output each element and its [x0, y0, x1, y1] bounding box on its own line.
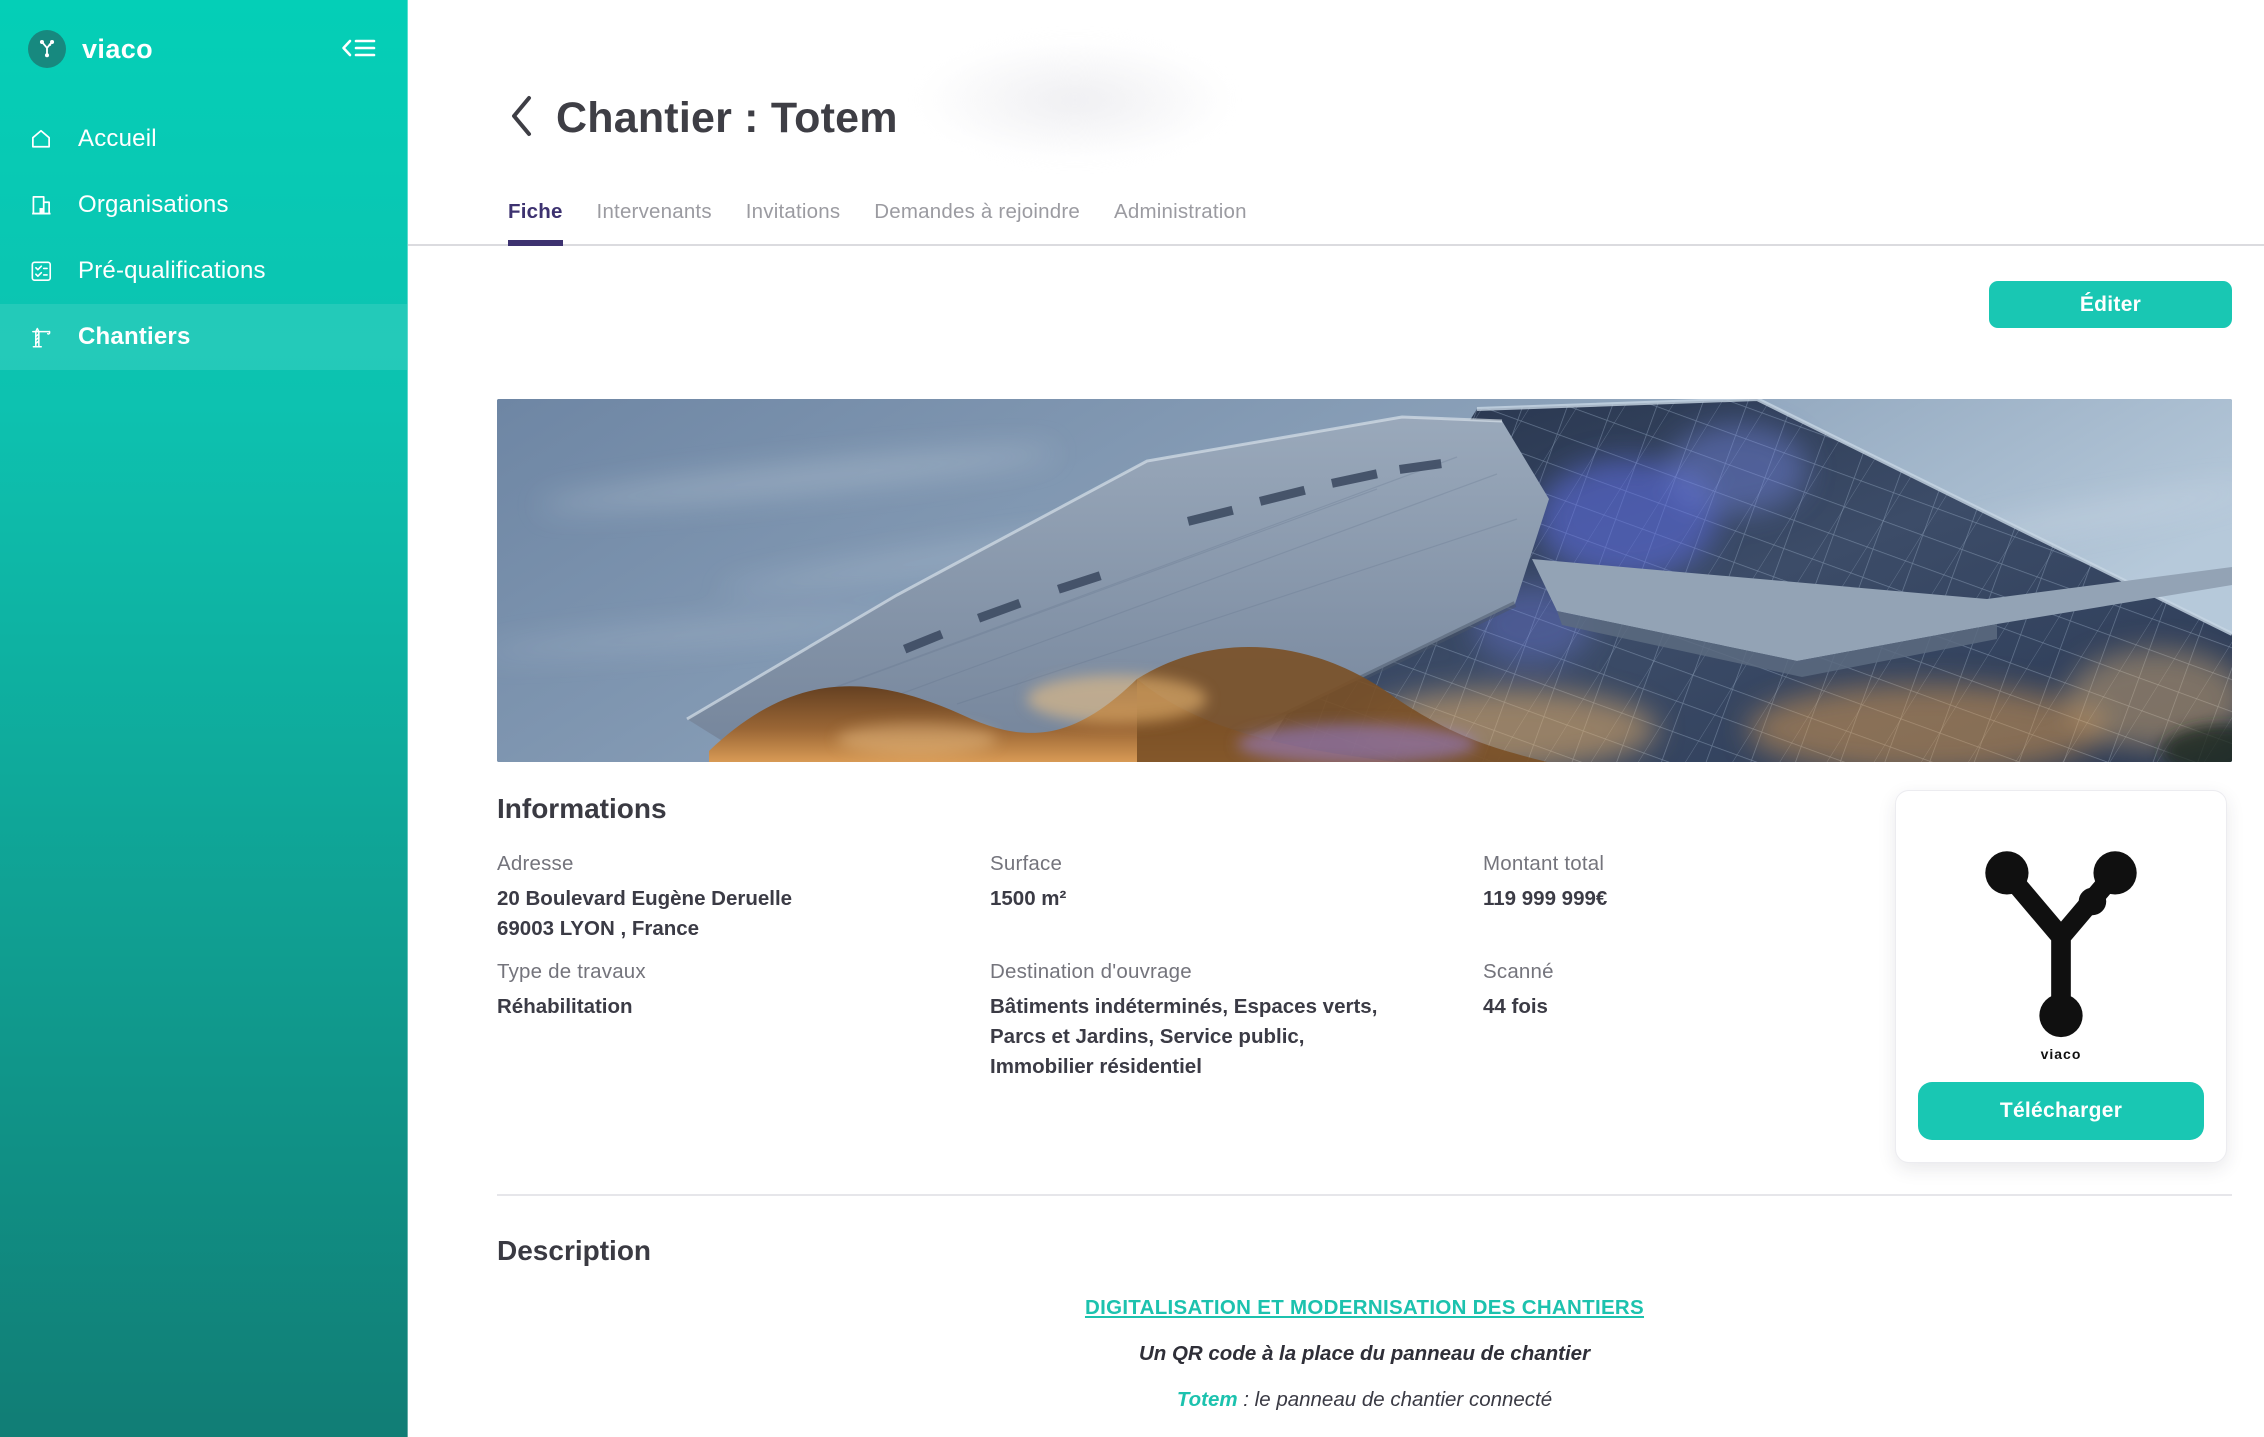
collapse-menu-icon — [341, 48, 377, 63]
description-section — [497, 1234, 2232, 1412]
field-value: Réhabilitation — [497, 995, 633, 1018]
checklist-icon — [28, 258, 54, 284]
field-value: Bâtiments indéterminés, Espaces verts, Parcs et Jardins, Service public, Immobilier résidentiel — [990, 995, 1378, 1078]
main-content — [408, 0, 2264, 1437]
page-header — [408, 0, 2264, 144]
viaco-logo[interactable] — [28, 30, 66, 68]
tab-fiche[interactable]: Fiche — [508, 200, 563, 246]
edit-button[interactable]: Éditer — [1989, 281, 2232, 328]
field-label: Destination d'ouvrage — [990, 960, 1192, 983]
description-headline-link[interactable]: DIGITALISATION ET MODERNISATION DES CHANTIERS — [1084, 1296, 1645, 1319]
crane-icon — [28, 324, 54, 350]
field-destination-ouvrage — [990, 960, 1483, 1082]
download-button[interactable]: Télécharger — [1918, 1082, 2204, 1140]
qr-brand-text: viaco — [2040, 1046, 2082, 1062]
sidebar-logo-row — [0, 0, 407, 68]
description-title: Description — [497, 1235, 652, 1266]
field-value: 69003 LYON , France — [497, 917, 700, 940]
sidebar-item-accueil[interactable] — [0, 106, 407, 172]
field-value: 44 fois — [1483, 995, 1548, 1018]
tab-bar — [408, 200, 2264, 246]
back-button[interactable] — [508, 94, 534, 143]
sidebar-item-label: Pré-qualifications — [78, 257, 266, 284]
sidebar-collapse-button[interactable] — [337, 32, 381, 67]
informations-title: Informations — [497, 793, 667, 824]
tab-invitations[interactable]: Invitations — [745, 200, 841, 223]
qr-code-image — [1943, 817, 2179, 1053]
section-divider — [497, 1194, 2232, 1196]
field-adresse — [497, 852, 990, 944]
chevron-left-icon — [508, 94, 534, 143]
sidebar-item-pre-qualifications[interactable] — [0, 238, 407, 304]
field-label: Adresse — [497, 852, 574, 875]
field-value: 119 999 999€ — [1483, 887, 1608, 910]
sidebar-nav — [0, 106, 407, 370]
field-label: Scanné — [1483, 960, 1554, 983]
field-label: Montant total — [1483, 852, 1605, 875]
sidebar-item-label: Chantiers — [78, 323, 191, 350]
home-icon — [28, 126, 54, 152]
sidebar-item-organisations[interactable] — [0, 172, 407, 238]
description-subline: Un QR code à la place du panneau de chantier — [1138, 1342, 1591, 1365]
page-title: Chantier : Totem — [556, 94, 898, 142]
tagline-rest-text: : le panneau de chantier connecté — [1237, 1388, 1553, 1411]
field-value: 20 Boulevard Eugène Deruelle — [497, 887, 793, 910]
qr-card — [1895, 790, 2227, 1163]
field-value: 1500 m² — [990, 887, 1067, 910]
sidebar-item-label: Organisations — [78, 191, 229, 218]
field-label: Type de travaux — [497, 960, 646, 983]
sidebar-item-label: Accueil — [78, 125, 157, 152]
field-type-de-travaux — [497, 960, 990, 1082]
field-surface — [990, 852, 1483, 944]
totem-brand-text: Totem — [1176, 1388, 1238, 1411]
tab-intervenants[interactable]: Intervenants — [596, 200, 712, 223]
qr-code — [1943, 817, 2179, 1062]
site-photo — [497, 399, 2232, 762]
brand-name: viaco — [82, 33, 154, 64]
tab-demandes-a-rejoindre[interactable]: Demandes à rejoindre — [874, 200, 1080, 223]
description-tagline — [497, 1388, 2232, 1412]
sidebar-item-chantiers[interactable] — [0, 304, 407, 370]
branch-glyph-icon — [36, 36, 58, 63]
organisations-building-icon — [28, 192, 54, 218]
sidebar — [0, 0, 408, 1437]
field-label: Surface — [990, 852, 1063, 875]
tab-administration[interactable]: Administration — [1114, 200, 1247, 223]
